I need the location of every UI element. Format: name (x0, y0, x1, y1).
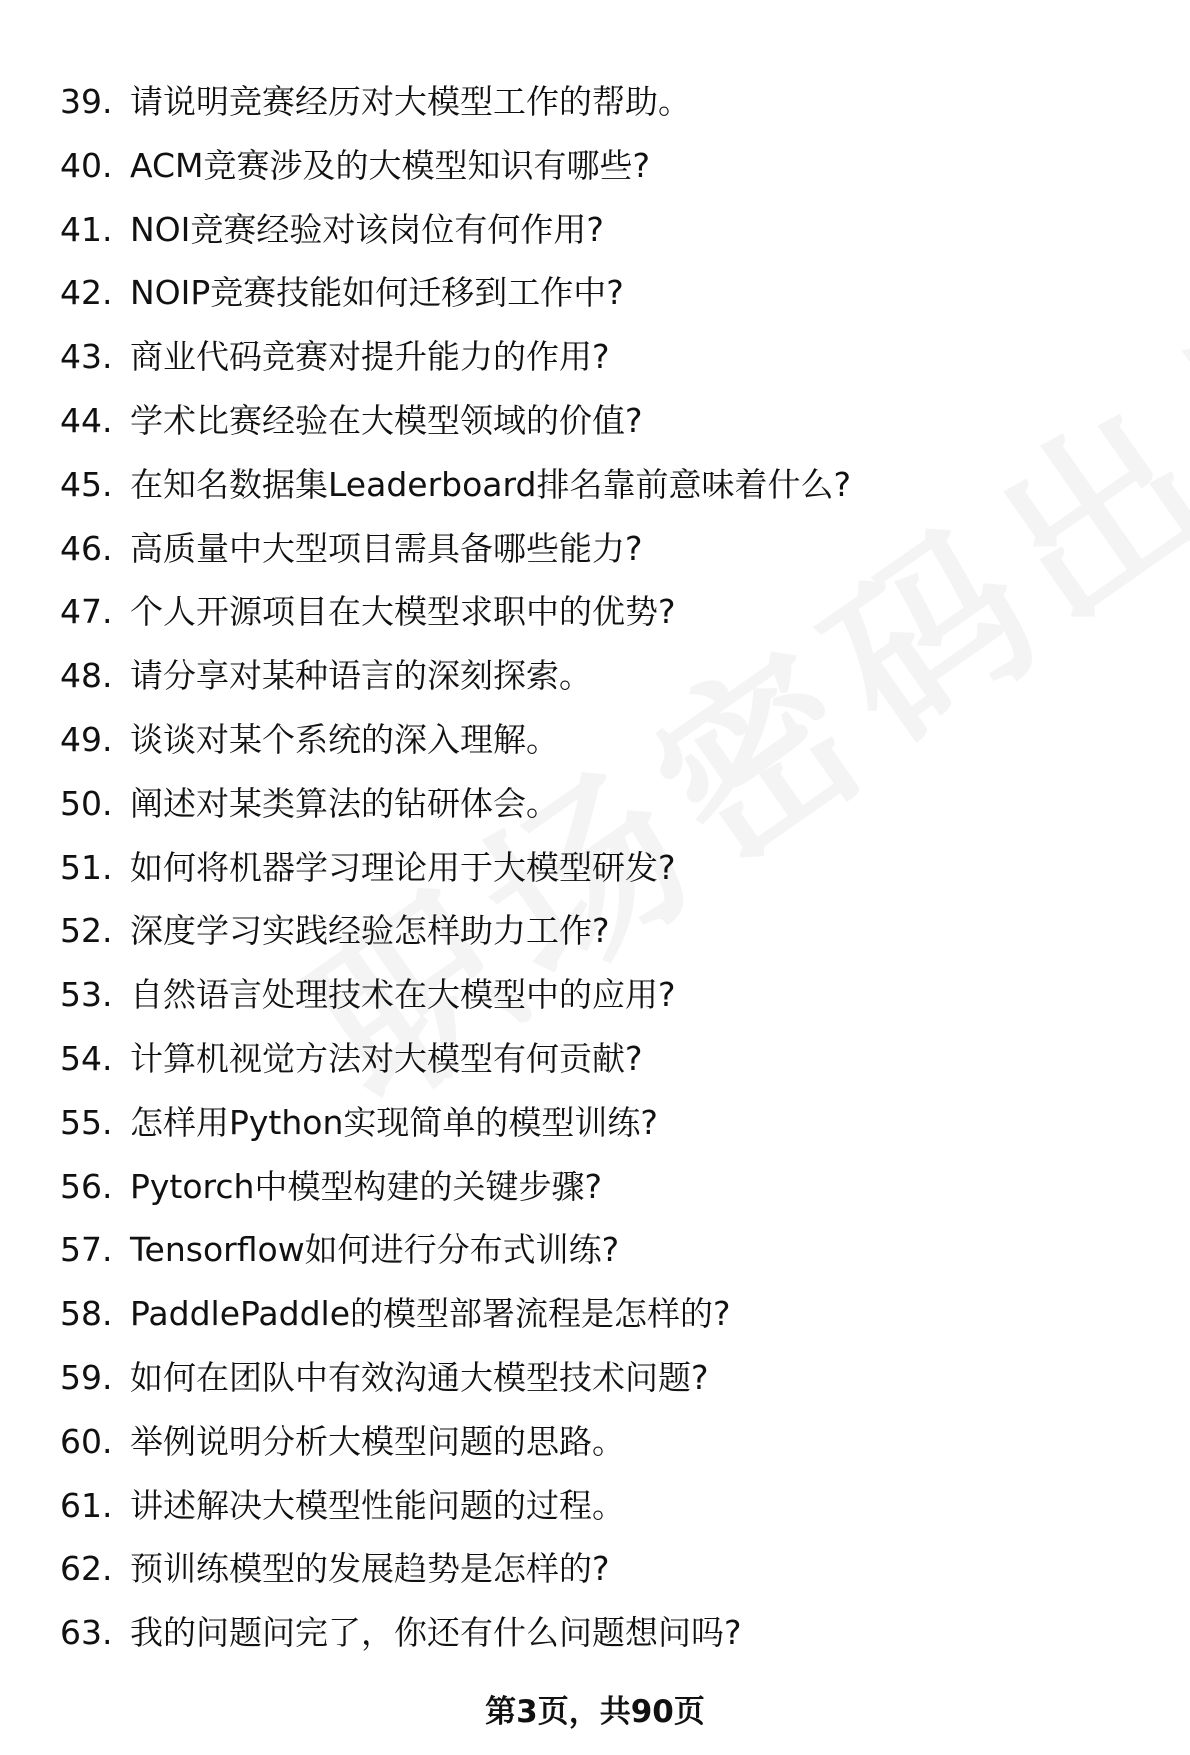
question-text: 在知名数据集Leaderboard排名靠前意味着什么? (130, 464, 851, 504)
question-number: 54. (60, 1038, 113, 1078)
question-text: 谈谈对某个系统的深入理解。 (130, 719, 559, 759)
question-item (0, 1410, 1190, 1474)
question-item (0, 198, 1190, 262)
question-item (0, 453, 1190, 517)
question-number: 46. (60, 528, 113, 568)
question-item (0, 1027, 1190, 1091)
question-item (0, 70, 1190, 134)
question-number: 58. (60, 1294, 113, 1334)
question-item (0, 1091, 1190, 1155)
question-text: Pytorch中模型构建的关键步骤? (130, 1166, 602, 1206)
question-item (0, 772, 1190, 836)
question-item (0, 261, 1190, 325)
question-number: 40. (60, 145, 113, 185)
question-text: 请说明竞赛经历对大模型工作的帮助。 (130, 82, 691, 121)
question-item (0, 580, 1190, 644)
question-list (0, 70, 1190, 1665)
question-item (0, 389, 1190, 453)
question-text: 学术比赛经验在大模型领域的价值? (130, 400, 643, 440)
question-number: 48. (60, 656, 113, 696)
question-text: NOIP竞赛技能如何迁移到工作中? (130, 273, 624, 313)
question-item (0, 517, 1190, 581)
question-number: 59. (60, 1357, 113, 1397)
question-number: 55. (60, 1102, 113, 1142)
question-item (0, 1537, 1190, 1601)
question-number: 53. (60, 975, 113, 1015)
question-number: 63. (60, 1613, 113, 1653)
question-text: 个人开源项目在大模型求职中的优势? (130, 592, 676, 632)
question-item (0, 134, 1190, 198)
question-text: 讲述解决大模型性能问题的过程。 (130, 1485, 625, 1525)
question-number: 43. (60, 337, 113, 377)
question-number: 49. (60, 719, 113, 759)
question-number: 61. (60, 1485, 113, 1525)
question-item (0, 1346, 1190, 1410)
question-text: 阐述对某类算法的钻研体会。 (130, 783, 559, 823)
question-text: NOI竞赛经验对该岗位有何作用? (130, 209, 604, 249)
question-item (0, 708, 1190, 772)
question-number: 41. (60, 209, 113, 249)
question-item (0, 644, 1190, 708)
question-item (0, 836, 1190, 900)
question-text: 自然语言处理技术在大模型中的应用? (130, 975, 676, 1015)
question-text: 如何将机器学习理论用于大模型研发? (130, 847, 676, 887)
question-number: 52. (60, 911, 113, 951)
question-text: 请分享对某种语言的深刻探索。 (130, 656, 592, 696)
question-number: 39. (60, 82, 113, 121)
question-number: 47. (60, 592, 113, 632)
question-number: 45. (60, 464, 113, 504)
question-item (0, 899, 1190, 963)
question-number: 56. (60, 1166, 113, 1206)
question-number: 44. (60, 400, 113, 440)
question-text: Tensorflow如何进行分布式训练? (130, 1230, 620, 1270)
question-text: 计算机视觉方法对大模型有何贡献? (130, 1038, 643, 1078)
question-text: PaddlePaddle的模型部署流程是怎样的? (130, 1294, 731, 1334)
question-item (0, 1282, 1190, 1346)
question-text: 我的问题问完了，你还有什么问题想问吗? (130, 1613, 742, 1653)
question-number: 57. (60, 1230, 113, 1270)
question-text: 高质量中大型项目需具备哪些能力? (130, 528, 643, 568)
question-item (0, 1474, 1190, 1538)
question-text: ACM竞赛涉及的大模型知识有哪些? (130, 145, 651, 185)
question-item (0, 1601, 1190, 1665)
question-item (0, 1218, 1190, 1282)
question-number: 50. (60, 783, 113, 823)
question-item (0, 1155, 1190, 1219)
question-text: 商业代码竞赛对提升能力的作用? (130, 337, 610, 377)
question-number: 62. (60, 1549, 113, 1589)
question-number: 42. (60, 273, 113, 313)
question-text: 预训练模型的发展趋势是怎样的? (130, 1549, 610, 1589)
question-number: 51. (60, 847, 113, 887)
question-item (0, 325, 1190, 389)
question-number: 60. (60, 1421, 113, 1461)
question-text: 怎样用Python实现简单的模型训练? (130, 1102, 658, 1142)
question-item (0, 963, 1190, 1027)
question-text: 如何在团队中有效沟通大模型技术问题? (130, 1357, 709, 1397)
page-footer: 第3页，共90页 (485, 1694, 705, 1730)
question-text: 举例说明分析大模型问题的思路。 (130, 1421, 625, 1461)
question-text: 深度学习实践经验怎样助力工作? (130, 911, 610, 951)
